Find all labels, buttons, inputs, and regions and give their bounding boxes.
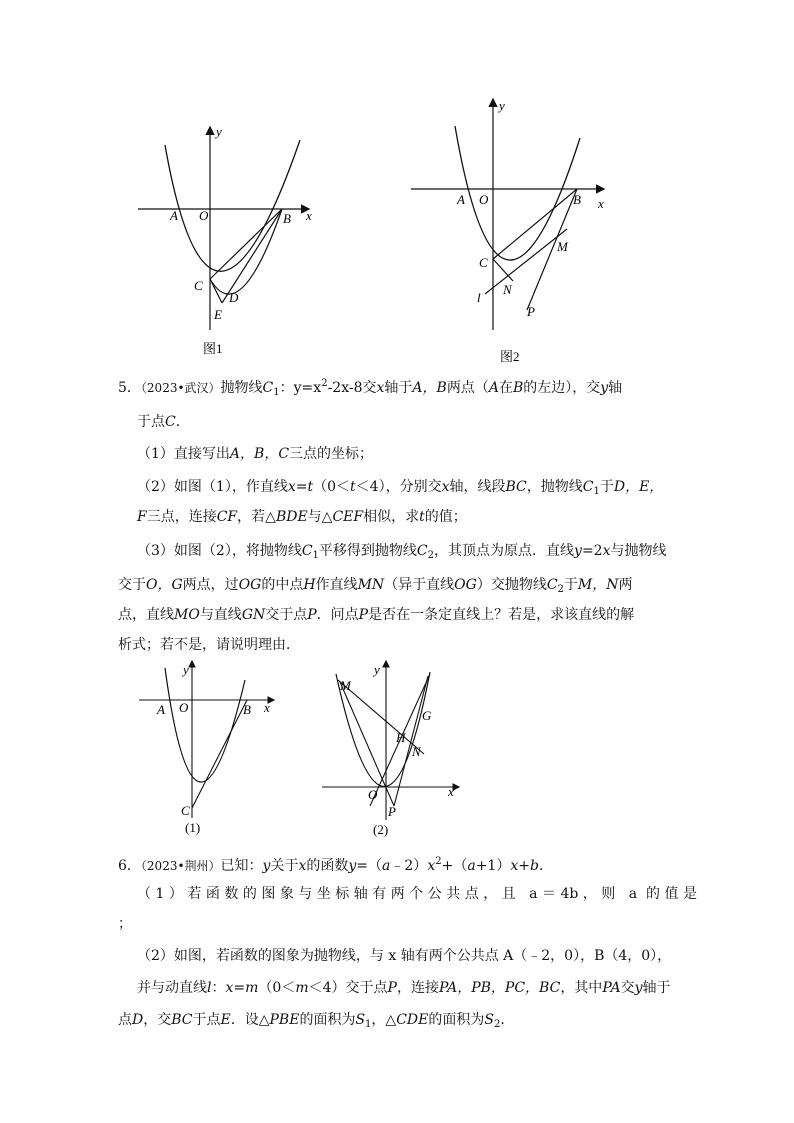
math: l [207, 980, 212, 996]
text: ，△ [371, 1012, 397, 1028]
math: y [574, 543, 582, 559]
label-l: l [477, 290, 481, 305]
text: 在 [498, 380, 513, 396]
math: y [348, 858, 357, 874]
label-m: M [340, 678, 351, 693]
figure-3-svg [135, 660, 285, 840]
problem-6-line-1 [118, 852, 553, 876]
math: B [512, 380, 524, 396]
math: y [634, 980, 643, 996]
text: 点，直线 [118, 607, 174, 623]
math: A，B [412, 380, 447, 396]
math: CEF [332, 509, 364, 525]
label-g: G [422, 708, 432, 723]
math: BC [505, 479, 527, 495]
text: 轴 [608, 380, 623, 396]
line-l [485, 229, 567, 294]
text: 交于点 [265, 607, 308, 623]
text: （1）直接写出 [137, 446, 230, 462]
math: E [220, 1012, 231, 1028]
math: x [441, 479, 450, 495]
math: C [582, 479, 594, 495]
text: 轴于 [384, 380, 413, 396]
math: PBE [269, 1012, 300, 1028]
label-c: C [181, 803, 190, 818]
problem-6-source: （2023•荆州） [140, 859, 221, 873]
math: P [387, 980, 397, 996]
math: a [467, 858, 476, 874]
label-c: C [479, 255, 488, 270]
problem-5-q2-line-2 [137, 507, 467, 527]
figure-1-caption: 图1 [203, 341, 223, 356]
label-a: A [457, 192, 465, 207]
label-y: y [183, 662, 189, 677]
math: F [137, 509, 147, 525]
text: 的函数 [306, 858, 349, 874]
text: 是否在一条定直线上？若是，求该直线的解 [368, 607, 635, 623]
math-sub: 1 [312, 550, 319, 561]
text: 已知： [220, 858, 263, 874]
text: 于 [563, 577, 578, 593]
label-b: B [573, 192, 581, 207]
figure-1 [130, 120, 330, 360]
math: t [419, 509, 425, 525]
math: H [303, 577, 316, 593]
problem-6-q1-line-1 [137, 884, 697, 904]
text: （2）如图，若函数的图象为抛物线，与 x 轴有两个公共点 A（﹣2，0），B（4，0）， [137, 948, 672, 964]
problem-6-q1-line-2 [118, 914, 132, 934]
text: （0＜ [258, 980, 296, 996]
problem-6-q2-line-3 [118, 1010, 514, 1035]
label-p: P [388, 804, 396, 819]
text: 作直线 [315, 577, 358, 593]
math: A [488, 380, 499, 396]
math: x [287, 479, 296, 495]
text: 并与动直线 [137, 980, 207, 996]
label-n: N [503, 282, 512, 297]
text: 轴，线段 [449, 479, 506, 495]
math: t [307, 479, 314, 495]
figure-3 [135, 660, 285, 840]
math: +（ [441, 858, 468, 874]
text: 于点 [137, 414, 165, 430]
math: MN [357, 577, 385, 593]
text: ． [538, 858, 553, 874]
text: 于点 [192, 1012, 221, 1028]
text: 两点（ [446, 380, 489, 396]
label-x: x [598, 196, 604, 211]
math: C [301, 543, 313, 559]
math-sub: 2 [427, 550, 435, 561]
text: 的面积为 [428, 1012, 485, 1028]
text: ． [175, 414, 190, 430]
math: C [262, 380, 274, 396]
math: b [529, 858, 539, 874]
label-b: B [283, 211, 291, 226]
math: + [518, 858, 530, 874]
math: A，B，C [229, 446, 290, 462]
figure-1-svg [130, 120, 330, 360]
math-sub: 1 [593, 486, 600, 497]
figure-2-svg [405, 98, 615, 368]
text: 的值； [424, 509, 467, 525]
problem-5-q1 [137, 444, 373, 464]
text: ，交 [143, 1012, 172, 1028]
figure-4 [318, 660, 468, 840]
curve-cd [210, 209, 282, 294]
math: C [546, 577, 558, 593]
problem-5-q3-line-1 [137, 541, 666, 566]
label-n: N [412, 744, 421, 759]
label-b: B [243, 702, 251, 717]
math-sup: 2 [321, 378, 328, 389]
line-bc [210, 209, 282, 279]
math: m [295, 980, 309, 996]
text: 相似，求 [363, 509, 420, 525]
math: y [262, 858, 271, 874]
math: a [382, 858, 391, 874]
text: ，抛物线 [526, 479, 583, 495]
label-h: H [396, 730, 406, 745]
label-a: A [157, 702, 165, 717]
math-sub: 2 [493, 1019, 501, 1030]
text: 析式；若不是，请说明理由． [118, 637, 300, 653]
text: 的面积为 [299, 1012, 356, 1028]
math: O，G [146, 577, 183, 593]
text: 平移得到抛物线 [318, 543, 417, 559]
label-m: M [557, 239, 568, 254]
math: P [358, 607, 369, 623]
math: OG [238, 577, 262, 593]
math: x [427, 858, 436, 874]
text: （2）如图（1），作直线 [137, 479, 288, 495]
math: BDE [275, 509, 308, 525]
math: MO [174, 607, 200, 623]
text: （3）如图（2），将抛物线 [137, 543, 302, 559]
problem-5-q3-line-2 [118, 575, 633, 600]
text: 交 [620, 980, 635, 996]
math: x [602, 543, 611, 559]
text: 抛物线 [220, 380, 263, 396]
label-x: x [448, 784, 454, 799]
label-y: y [216, 124, 222, 139]
text: （1）若函数的图象与坐标轴有两个公共点，且 a＝4b，则 a 的值是 [137, 886, 697, 902]
math: P [307, 607, 317, 623]
label-o: O [199, 208, 209, 223]
figure-4-caption: (2) [373, 822, 389, 837]
figure-2-caption: 图2 [500, 349, 520, 364]
math: x [298, 858, 307, 874]
math: CDE [396, 1012, 429, 1028]
figure-2 [405, 98, 615, 368]
math-sub: 1 [365, 1019, 372, 1030]
problem-5-line-1 [118, 374, 622, 403]
line-bc [192, 700, 247, 808]
problem-6-q2-line-2 [137, 978, 670, 998]
math: PA [602, 980, 621, 996]
text: 与△ [307, 509, 333, 525]
label-x: x [264, 700, 270, 715]
text: 于 [599, 479, 614, 495]
problem-5-number: 5． [118, 380, 141, 396]
math: D [132, 1012, 144, 1028]
math: =（ [356, 858, 383, 874]
label-o: O [479, 192, 489, 207]
label-c: C [194, 278, 203, 293]
math: +1） [475, 858, 511, 874]
label-y: y [374, 662, 380, 677]
problem-5-q3-line-4 [118, 635, 300, 655]
math: m [245, 980, 259, 996]
figure-3-caption: (1) [185, 820, 201, 835]
line-cn [493, 259, 513, 281]
text: 的左边），交 [523, 380, 601, 396]
text: 的中点 [261, 577, 304, 593]
math: ﹣2） [390, 858, 428, 874]
problem-5-q3-line-3 [118, 605, 634, 625]
math: GN [241, 607, 266, 623]
text: ＜4）交于点 [308, 980, 388, 996]
text: ，连接 [396, 980, 439, 996]
text: 三点的坐标； [289, 446, 374, 462]
text: ，若△ [237, 509, 276, 525]
label-a: A [170, 208, 178, 223]
math: CF [216, 509, 238, 525]
text: ． [500, 1012, 515, 1028]
line-be [222, 209, 282, 303]
math-sub: 2 [557, 584, 564, 595]
text: 关于 [270, 858, 299, 874]
text: 两点，过 [182, 577, 239, 593]
text: ＜4），分别交 [355, 479, 442, 495]
label-o: O [179, 700, 189, 715]
label-d: D [229, 290, 239, 305]
text: 三点，连接 [146, 509, 217, 525]
text: 两 [618, 577, 633, 593]
problem-5-source: （2023•武汉） [140, 381, 221, 395]
text: ．设△ [230, 1012, 270, 1028]
figure-4-svg [318, 660, 468, 840]
problem-5-line-2 [137, 412, 190, 432]
math: ：y=x [279, 380, 322, 396]
math-sub: 1 [273, 387, 280, 398]
text: 与直线 [199, 607, 242, 623]
math: C [165, 414, 176, 430]
text: ．问点 [316, 607, 359, 623]
math: = [295, 479, 308, 495]
math: x [225, 980, 234, 996]
problem-6-number: 6． [118, 858, 141, 874]
math: x [376, 380, 385, 396]
label-o: O [368, 787, 378, 802]
text: ，其中 [560, 980, 603, 996]
math: S [484, 1012, 494, 1028]
math: BC [171, 1012, 193, 1028]
math: = [233, 980, 246, 996]
text: 与抛物线 [610, 543, 667, 559]
parabola [165, 668, 245, 782]
math: S [355, 1012, 366, 1028]
text: 点 [118, 1012, 132, 1028]
parabola [165, 140, 300, 271]
math: PA，PB，PC，BC [438, 980, 561, 996]
math: y [600, 380, 609, 396]
text: ）交抛物线 [476, 577, 547, 593]
math: D，E， [613, 479, 664, 495]
text: ： [211, 980, 226, 996]
math: =2 [581, 543, 603, 559]
text: 轴于 [642, 980, 671, 996]
label-x: x [306, 208, 312, 223]
label-y: y [499, 98, 505, 113]
math-sup: 2 [435, 856, 442, 867]
text: （异于直线 [384, 577, 455, 593]
text: ； [118, 916, 132, 932]
text: 交于 [118, 577, 146, 593]
label-p: P [527, 304, 535, 319]
problem-6-q2-line-1 [137, 946, 671, 966]
label-e: E [214, 307, 222, 322]
line-mn [338, 680, 424, 754]
math: OG [454, 577, 477, 593]
problem-5-q2-line-1 [137, 477, 663, 502]
math: x [510, 858, 519, 874]
text: ，其顶点为原点．直线 [434, 543, 575, 559]
line-bp [527, 189, 577, 310]
text: （0＜ [313, 479, 351, 495]
math: -2x-8交 [327, 380, 377, 396]
math: C [416, 543, 428, 559]
math: M，N [577, 577, 619, 593]
math: t [350, 479, 356, 495]
